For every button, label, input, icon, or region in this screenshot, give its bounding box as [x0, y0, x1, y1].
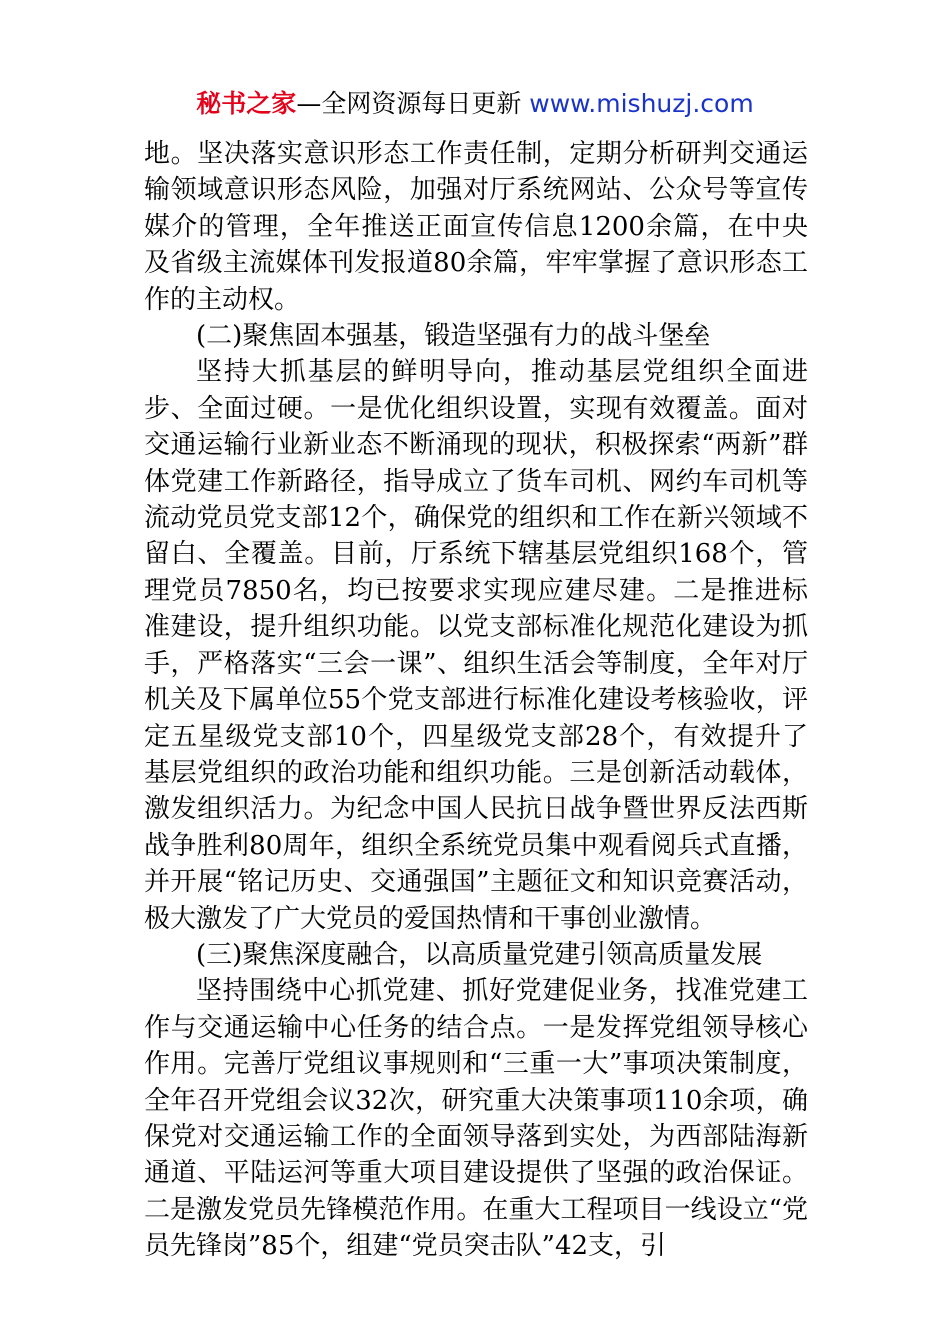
brand-name: 秘书之家: [196, 89, 297, 118]
paragraph-continuation: 地。坚决落实意识形态工作责任制，定期分析研判交通运输领域意识形态风险，加强对厅系统网站、公众号等宣传媒介的管理，全年推送正面宣传信息1200余篇，在中央及省级主流媒体刊发报道80余篇，牢牢掌握了意识形态工作的主动权。: [144, 139, 808, 315]
site-header: [0, 86, 950, 122]
site-url-link[interactable]: www.mishuzj.com: [529, 89, 754, 118]
header-tagline: 全网资源每日更新: [321, 89, 530, 118]
section-heading-2: (二)聚焦固本强基，锻造坚强有力的战斗堡垒: [196, 321, 711, 352]
header-dash: —: [296, 89, 322, 118]
paragraph-section-2: 坚持大抓基层的鲜明导向，推动基层党组织全面进步、全面过硬。一是优化组织设置，实现有效覆盖。面对交通运输行业新业态不断涌现的现状，积极探索“两新”群体党建工作新路径，指导成立了货车司机、网约车司机等流动党员党支部12个，确保党的组织和工作在新兴领域不留白、全覆盖。目前，厅系统下辖基层党组织168个，管理党员7850名，均已按要求实现应建尽建。二是推进标准建设，提升组织功能。以党支部标准化规范化建设为抓手，严格落实“三会一课”、组织生活会等制度，全年对厅机关及下属单位55个党支部进行标准化建设考核验收，评定五星级党支部10个，四星级党支部28个，有效提升了基层党组织的政治功能和组织功能。三是创新活动载体，激发组织活力。为纪念中国人民抗日战争暨世界反法西斯战争胜利80周年，组织全系统党员集中观看阅兵式直播，并开展“铭记历史、交通强国”主题征文和知识竞赛活动，极大激发了广大党员的爱国热情和干事创业激情。: [144, 357, 808, 934]
paragraph-section-3: 坚持围绕中心抓党建、抓好党建促业务，找准党建工作与交通运输中心任务的结合点。一是发挥党组领导核心作用。完善厅党组议事规则和“三重一大”事项决策制度，全年召开党组会议32次，研究重大决策事项110余项，确保党对交通运输工作的全面领导落到实处，为西部陆海新通道、平陆运河等重大项目建设提供了坚强的政治保证。二是激发党员先锋模范作用。在重大工程项目一线设立“党员先锋岗”85个，组建“党员突击队”42支，引: [144, 976, 808, 1262]
document-body: [144, 136, 808, 1265]
section-heading-3: (三)聚焦深度融合，以高质量党建引领高质量发展: [196, 939, 763, 970]
